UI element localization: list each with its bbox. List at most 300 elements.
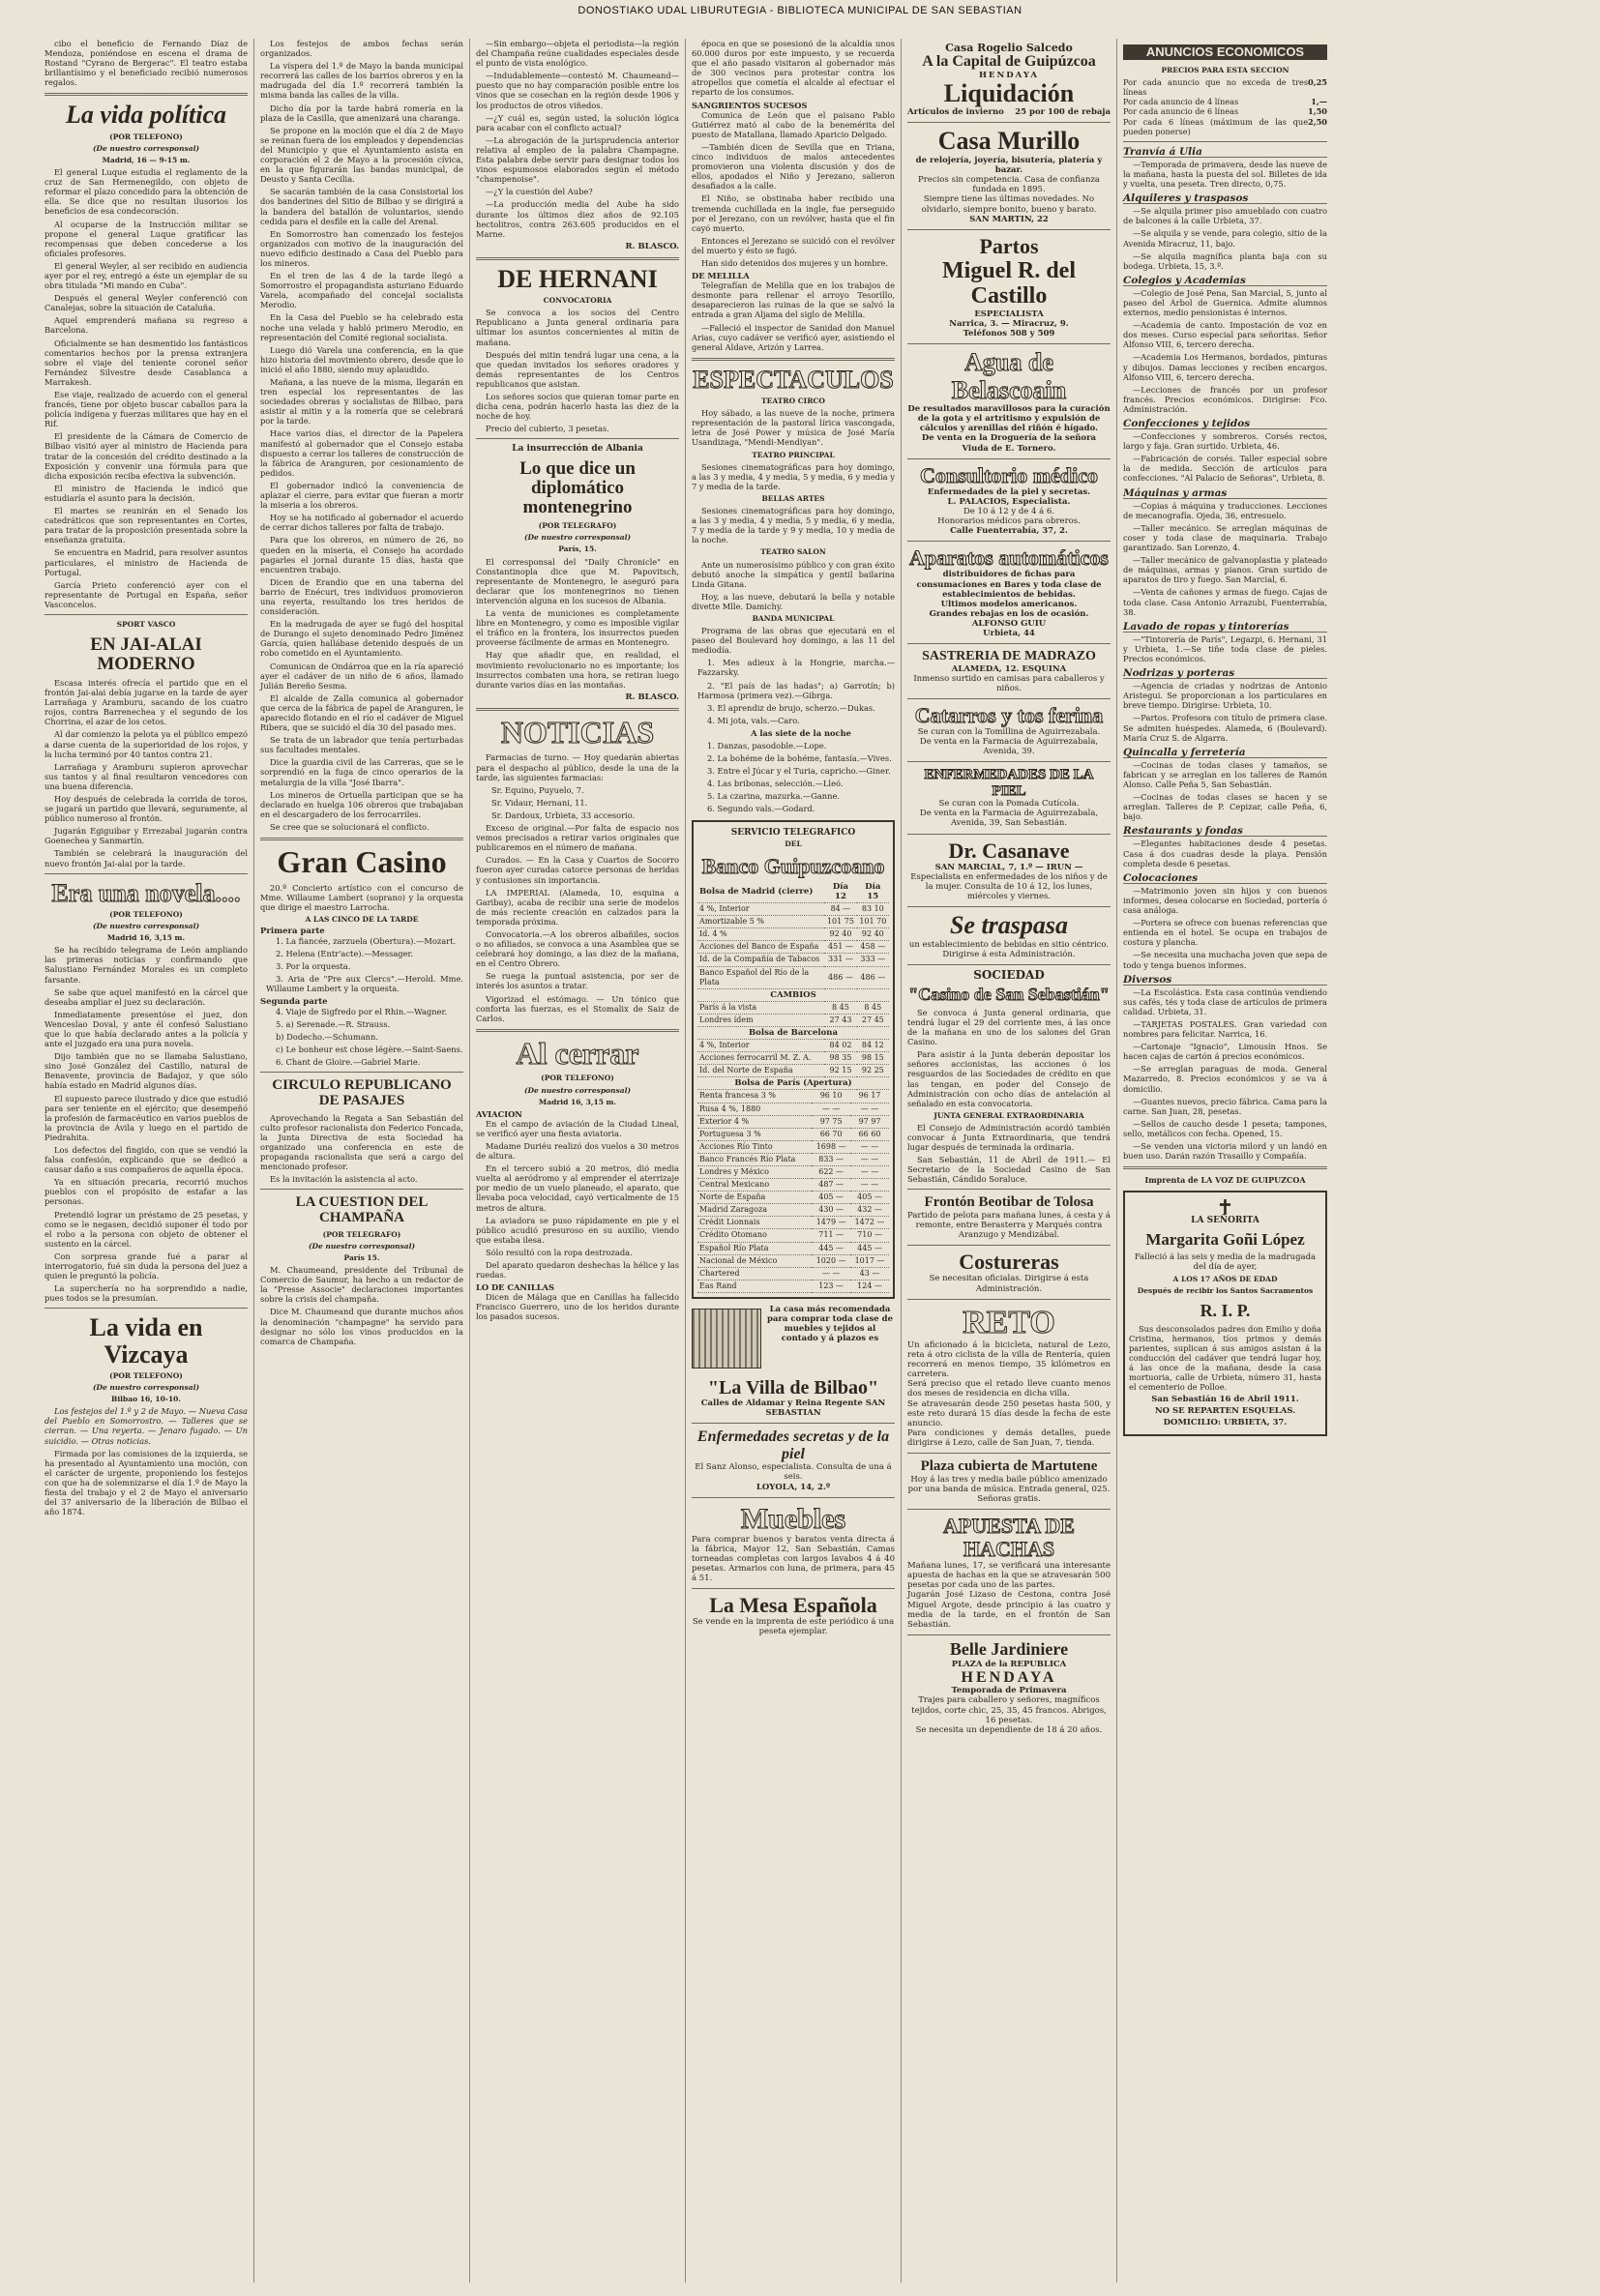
ad-line: Será preciso que el retado lleve cuanto menos dos meses de residencia en dicha villa. (907, 1379, 1111, 1399)
banco-box (692, 820, 895, 1299)
paragraph: El supuesto parece ilustrado y dice que estudió para ser teniente en el ejército; que desempeñó la profesión de farmacéutico en varios pueblos de la provincia de Ávila y luego en el partido de Piedrahita. (44, 1093, 248, 1142)
paragraph: En el campo de aviación de la Ciudad Lineal, se verificó ayer una fiesta aviatoria. (476, 1118, 679, 1138)
paragraph: El gobernador indicó la conveniencia de aplazar el cierre, para evitar que fueran a morir la miseria a los obreros. (260, 480, 463, 511)
price-value: 1,50 (1308, 106, 1327, 117)
subhead-sucesos: SANGRIENTOS SUCESOS (692, 100, 808, 110)
table-row (697, 1229, 889, 1242)
venue-name: TEATRO CIRCO (761, 397, 825, 406)
ad-line: Consultorio médico (920, 462, 1098, 487)
program-item: 1. La fiancée, zarzuela (Obertura).—Mozart. (276, 936, 457, 947)
table-section: CAMBIOS (697, 988, 889, 1001)
divider (44, 93, 248, 96)
cell: 487 — (812, 1179, 850, 1192)
table-row (697, 1103, 889, 1115)
pharmacy-item: Sr. Dardoux, Urbieta, 33 accesorio. (491, 809, 636, 820)
column-5 (902, 39, 1117, 2282)
table-row (697, 916, 889, 928)
program-item: b) Dodecho.—Schumann. (276, 1031, 378, 1042)
table-row (697, 941, 889, 954)
rip: R. I. P. (1200, 1300, 1251, 1320)
cell: 97 97 (850, 1115, 889, 1128)
cell: 622 — (812, 1166, 850, 1179)
paragraph: Los defectos del fingido, con que se vendió la falsa confesión, explicando que se dedicó a causar daño a sus compañeros de aquella época. (44, 1145, 248, 1175)
classified-item: —Matrimonio joven sin hijos y con buenos informes, desea colocarse en Sociedad, portería ó casa análoga. (1123, 885, 1327, 916)
cell: 432 — (850, 1204, 889, 1217)
cell: 96 17 (850, 1090, 889, 1103)
paragraph: Se sacarán también de la casa Consistorial los dos banderines del Sitio de Bilbao y se dirigirá a la bandera del batallón de voluntarios, siendo cedida para el desfile en la calle del Arenal. (260, 187, 463, 226)
ad-line: ALAMEDA, 12. ESQUINA (951, 663, 1067, 674)
paragraph: Inmediatamente presentóse el juez, don Wenceslao Doval, y ante él confesó Salustiano que lo que había declarado antes a la policía y ante el juzgado era una pura novela. (44, 1009, 248, 1049)
cell: 98 15 (857, 1052, 889, 1065)
service-head: SERVICIO TELEGRAFICO (730, 827, 856, 838)
byline-corresponsal: (De nuestro corresponsal) (523, 1085, 631, 1095)
cell: 27 45 (857, 1014, 889, 1026)
paragraph: Hoy después de celebrada la corrida de toros, se jugará un partido que llevará, seguramente, al público numeroso al frontón. (44, 793, 248, 824)
paragraph: La víspera del 1.º de Mayo la banda municipal recorrerá las calles de los barrios obreros y en la madrugada del día 1.º recorrerá también la misma banda las calles de la villa. (260, 61, 463, 101)
paragraph: Hoy sábado, a las nueve de la noche, primera representación de la pastoral lírica vascongada, letra de José Power y música de José María Usandizaga, "Mendi-Mendiyan". (692, 408, 895, 448)
paragraph: Telegrafían de Melilla que en los trabajos de desmonte para rellenar el arroyo Tesorillo, desaparecieron las ruinas de la que se salvó la entrada a gran Aljama del siglo de Melilla. (692, 280, 895, 320)
program-item: 2. Helena (Entr'acte).—Messager. (276, 949, 414, 959)
ad-line: 25 por 100 de rebaja (1015, 107, 1111, 118)
piel-ad (907, 767, 1111, 828)
paragraph: Se propone en la moción que el día 2 de Mayo se reúnan fuera de los empleados y dependencias del Municipio y que el Ayuntamiento asista en corporación el 2 de Mayo a la procesión cívica, en la que figurarán las bandas municipal, de Deusto y Santa Cecilia. (260, 125, 463, 185)
divider (907, 698, 1111, 699)
paragraph: En la Casa del Pueblo se ha celebrado esta noche una velada y habló primero Merodio, en representación del Comité regional socialista. (260, 312, 463, 342)
divider (907, 458, 1111, 459)
paragraph: Al ocuparse de la Instrucción militar se propone el general Luque gratificar las recompensas que deben concederse a los oficiales profesores. (44, 219, 248, 258)
program-part-1: Primera parte (260, 927, 325, 936)
classified-item: —Lecciones de francés por un profesor francés. Precios económicos. Dirigirse: Fco. Administración. (1123, 384, 1327, 414)
paragraph: Hace varios días, el director de la Papelera manifestó al gobernador que el Consejo estaba dispuesto a cerrar los talleres de construcción de la fábrica de Aranguren, por cesionamiento de pedidos. (260, 428, 463, 478)
section-title-vizcaya: La vida en Vizcaya (89, 1313, 203, 1369)
ad-line: SAN MARTIN, 22 (969, 214, 1049, 224)
table-row (697, 1128, 889, 1140)
casino-ss-title: "Casino de San Sebastián" (908, 984, 1110, 1004)
paragraph: Precio del cubierto, 3 pesetas. (486, 424, 609, 434)
paragraph: Sus desconsolados padres don Emilio y doña Cristina, hermanos, tíos primos y demás parientes, suplican á sus amigos asistan á la conducción del cadáver que tendrá lugar hoy, á las once de la mañana, desde la casa mortuoria, calle de Urbieta, número 31, hasta el cementerio de Polloe. (1129, 1323, 1321, 1393)
casanave-ad (907, 839, 1111, 902)
section-title-diplomatico: Lo que dice un diplomático montenegrino (519, 458, 636, 518)
ad-line: HENDAYA (961, 1668, 1057, 1686)
program-item: 6. Segundo vals.—Godard. (707, 804, 815, 814)
paragraph: Sesiones cinematográficas para hoy domingo, a las 3 y media, 4 y media, 5 y media, 6 y media y 7 y media de la tarde. (692, 461, 895, 491)
cell: París á la vista (697, 1001, 824, 1014)
muebles-ad (692, 1503, 895, 1583)
cell: 66 70 (812, 1128, 850, 1140)
paragraph: Firmada por las comisiones de la izquierda, se ha presentado al Ayuntamiento una moción, con el carácter de urgente, proponiendo los festejos con que ha de solemnizarse el día 1.º de Mayo la fiesta del trabajo y el 2 de Mayo el aniversario del 37 aniversario de la liberación de Bilbao el año 1874. (44, 1448, 248, 1517)
classified-item: —Se arreglan paraguas de moda. General Mazarredo, 8. Precios económicos y se va á domicilio. (1123, 1064, 1327, 1094)
paragraph: Aprovechando la Regata a San Sebastián del culto profesor racionalista don Federico Foncada, la Junta Directiva de esta Sociedad ha organizado una conferencia en este de propaganda racionalista que será a cargo del mencionado profesor. (260, 1112, 463, 1172)
mesa-ad (692, 1594, 895, 1636)
death-line: Falleció á las seis y media de la madrugada del día de ayer, (1134, 1252, 1317, 1273)
traspasa-ad (907, 912, 1111, 959)
muebles-text: Para comprar buenos y baratos venta directa á la fábrica, Mayor 12, San Sebastián. Camas torneadas completas con largos lavabos 4 á 40 pesetas. Armarios con luna, de primera, para 45 á 51. (692, 1534, 895, 1583)
ad-line: Se traspasa (949, 911, 1069, 940)
cell: Crédit Lionnais (697, 1217, 812, 1229)
cell: 101 75 (824, 916, 856, 928)
classified-section-title: Colegios y Academias (1123, 276, 1327, 286)
ad-line: Artículos de invierno (907, 107, 1004, 118)
classified-item: —Guantes nuevos, precio fábrica. Cama para la carne. San Juan, 28, pesetas. (1123, 1096, 1327, 1116)
section-title-jai-alai: EN JAI-ALAI MODERNO (90, 634, 202, 675)
classified-item: —Taller mecánico de galvanoplastia y plateado de máquinas, armas y pianos. Gran surtido de aparatos de tiro y fuego. San Marcial, 6. (1123, 555, 1327, 585)
paragraph: Después del mitin tendrá lugar una cena, a la que quedan invitados los señores oradores y demás representantes de los Centros republicanos que asistan. (476, 349, 679, 389)
cell: Amortizable 5 % (697, 916, 824, 928)
paragraph: Se convoca a los socios del Centro Republicano a Junta general ordinaria para ultimar los asuntos concernientes al mitin de mañana. (476, 308, 679, 347)
paragraph: Se ha recibido telegrama de León ampliando las primeras noticias y confirmando que Salustiano Fernández Morales es un completo farsante. (44, 945, 248, 985)
divider (907, 906, 1111, 907)
paragraph: Los mineros de Ortuella participan que se ha declarado en huelga 106 obreros que trabajaban en el descargadero de los ferrocarriles. (260, 789, 463, 819)
program-item: c) Le bonheur est chose légère.—Saint-Saens. (276, 1044, 463, 1054)
divider (907, 1245, 1111, 1246)
ad-line: ALFONSO GUIU (971, 618, 1047, 629)
cell: 4 %, Interior (697, 1040, 824, 1052)
cell: 66 60 (850, 1128, 889, 1140)
classified-section-title: Alquileres y traspasos (1123, 193, 1327, 204)
cell: Id. 4 % (697, 928, 824, 941)
paragraph: Sesiones cinematográficas para hoy domingo, a las 3 y media, 4 y media, 5 y media, 6 y media, 7 y media de la tarde y 9 y media, 10 y media de la noche. (692, 506, 895, 545)
paragraph: Los festejos de ambos fechas serán organizados. (260, 39, 463, 59)
subhead-aviacion: AVIACION (476, 1108, 522, 1119)
program-item: 4. Viaje de Sigfredo por el Rhin.—Wagner. (276, 1006, 448, 1016)
paragraph: Ya en situación precaria, recorrió muchos pueblos con el propósito de estafar a las personas. (44, 1177, 248, 1207)
ad-line: Se necesita un dependiente de 18 á 20 años. (915, 1724, 1103, 1735)
classified-section-title: Máquinas y armas (1123, 488, 1327, 499)
ad-line: Temporada de Primavera (951, 1686, 1067, 1696)
cell: Eas Rand (697, 1280, 812, 1292)
ad-line: Costureras (959, 1250, 1059, 1275)
program-item: 5. La czarina, mazurka.—Ganne. (707, 791, 841, 802)
cell: Central Mexicano (697, 1179, 812, 1192)
cell: — — (812, 1103, 850, 1115)
classified-section-title: Quincalla y ferretería (1123, 748, 1327, 758)
sociedad-head: SOCIEDAD (973, 967, 1045, 982)
cell: Londres y México (697, 1166, 812, 1179)
ad-line: SASTRERIA DE MADRAZO (922, 649, 1096, 664)
paragraph: Ante un numerosísimo público y con gran éxito debutó anoche la simpática y gentil bailarina Linda Gitana. (692, 559, 895, 589)
price-row (1123, 97, 1327, 106)
cell: 101 70 (857, 916, 889, 928)
villa-ad (692, 1305, 895, 1372)
library-header: DONOSTIAKO UDAL LIBURUTEGIA - BIBLIOTECA MUNICIPAL DE SAN SEBASTIAN (578, 5, 1022, 16)
cell: 711 — (812, 1229, 850, 1242)
hachas-ad (907, 1515, 1111, 1630)
paragraph: Vigorizad el estómago. — Un tónico que conforta las fuerzas, es el Stomalix de Saiz de Carlos. (476, 993, 679, 1023)
ad-line: Urbieta, 44 (983, 629, 1035, 639)
ad-line: Jugarán José Lizaso de Cestona, contra José Miguel Argote, desde principio á las cuatro y media de la tarde, en el frontón de San Sebastián. (907, 1590, 1111, 1630)
ad-line: Agua de Belascoain (951, 347, 1067, 404)
cell: 405 — (812, 1192, 850, 1204)
death-notice (1123, 1191, 1327, 1435)
paragraph: En Somorrostro han comenzado los festejos organizados con motivo de la inauguración del nuevo edificio destinado a Casa del Pueblo para los mineros. (260, 228, 463, 268)
furniture-illustration (692, 1309, 761, 1369)
divider (476, 438, 679, 439)
paragraph: Exceso de original.—Por falta de espacio nos vemos precisados a retirar varios originales que publicaremos en el número de mañana. (476, 823, 679, 853)
ad-line: Calle Fuenterrabía, 37, 2. (950, 526, 1068, 537)
classified-item: —"Tintorería de París", Legazpi, 6. Hernani, 31 y Urbieta, 1.—Se tiñe toda clase de pieles. Precios económicos. (1123, 633, 1327, 663)
death-line: DOMICILIO: URBIETA, 37. (1163, 1418, 1288, 1428)
paragraph: Al dar comienzo la pelota ya el público empezó a darse cuenta de la superioridad de los rojos, y la lucha terminó por 40 tantos contra 21. (44, 729, 248, 759)
classified-item: —La Escolástica. Esta casa continúa vendiendo sus cafés, tés y toda clase de artículos de primera calidad. Urbieta, 31. (1123, 986, 1327, 1016)
death-line: Después de recibir los Santos Sacramentos (1137, 1285, 1314, 1295)
table-row (697, 1192, 889, 1204)
classified-item: —Agencia de criadas y nodrizas de Antonio Aristegui. Se proporcionan a los particulares en breve tiempo. Dirigirse: Urbieta, 10. (1123, 681, 1327, 711)
paragraph: Dice M. Chaumeand que durante muchos años la denominación "champagne" ha servido para designar no sólo los vinos producidos en la comarca de Champaña. (260, 1307, 463, 1346)
program-item: 5. a) Serenade.—R. Strauss. (276, 1018, 391, 1029)
paragraph: Curados. — En la Casa y Cuartos de Socorro fueron ayer curadas catorce personas de heridas y contusiones sin importancia. (476, 855, 679, 885)
paragraph: —Indudablemente—contestó M. Chaumeand—puesto que no hay comparación posible entre los vinos que se cosechan en la región desde 1906 y los productos de otros viñedos. (476, 71, 679, 110)
murillo-ad (907, 128, 1111, 223)
paragraph: El martes se reunirán en el Senado los catedráticos que son representantes en Cortes, para tratar de la proposición presentada sobre la enseñanza gratuita. (44, 506, 248, 545)
paragraph: Aquel emprenderá mañana su regreso a Barcelona. (44, 315, 248, 336)
byline-corresponsal: (De nuestro corresponsal) (308, 1241, 415, 1251)
classified-item: —Se alquila magnífica planta baja con su bodega. Urbieta, 15, 3.º. (1123, 250, 1327, 271)
pharmacy-item: Sr. Vidaur, Hernani, 11. (491, 797, 588, 808)
program-item: 4. Mi jota, vals.—Caro. (707, 715, 800, 725)
divider (44, 1308, 248, 1309)
table-row (697, 1065, 889, 1077)
ad-line: Para condiciones y demás detalles, puede dirigirse á Lezo, calle de San Juan, 7, tienda. (907, 1428, 1111, 1448)
enf-title: Enfermedades secretas y de la piel (696, 1428, 890, 1462)
dateline: Bilbao 16, 10-10. (110, 1395, 181, 1404)
cell: 430 — (812, 1204, 850, 1217)
classified-item: —Copias á máquina y traducciones. Lecciones de mecanografía. Ojeda, 36, entresuelo. (1123, 500, 1327, 520)
paragraph: Dicen de Málaga que en Canillas ha fallecido Francisco Guerrero, uno de los heridos durante los pasados sucesos. (476, 1292, 679, 1322)
divider (907, 541, 1111, 542)
ad-line: Inmenso surtido en camisas para caballeros y niños. (913, 673, 1105, 693)
classified-item: —Temporada de primavera, desde las nueve de la mañana, hasta la puesta del sol. Billetes de ida y vuelta, una peseta. Tren directo, 0,75. (1123, 159, 1327, 190)
price-label: Por cada 6 líneas (máximum de las que pueden ponerse) (1123, 116, 1309, 136)
ad-line: SAN MARCIAL, 7, 1.º — IRUN — (934, 862, 1083, 872)
cell: 92 15 (824, 1065, 856, 1077)
signature: R. BLASCO. (625, 241, 679, 251)
divider (692, 1497, 895, 1498)
cell: 486 — (857, 966, 889, 988)
paragraph: Para asistir á la Junta deberán depositar los señores accionistas, las acciones ó los resguardos de las Sociedades de crédito en que las tengan, en poder del Consejo de Administración con ocho días de antelación al señalado en esta convocatoria. (907, 1049, 1111, 1108)
martutene-ad (907, 1458, 1111, 1504)
classified-section-title: Tranvía á Ulia (1123, 147, 1327, 158)
ad-line: Hoy á las tres y media baile público amenizado por una banda de música. Entrada general, 025. Señoras gratis. (907, 1474, 1111, 1504)
ad-line: De venta en la Droguería de la señora Viuda de E. Tornero. (921, 433, 1097, 454)
ad-line: RETO (963, 1304, 1055, 1340)
classified-item: —Confecciones y sombreros. Corsés rectos, largo y faja. Gran surtido. Urbieta, 46. (1123, 431, 1327, 452)
classified-section-title: Colocaciones (1123, 873, 1327, 884)
price-value: 0,25 (1308, 77, 1327, 88)
paragraph: —Sin embargo—objeta el periodista—la región del Champaña reúne cualidades especiales desde el punto de vista enológico. (476, 39, 679, 69)
paragraph: M. Chaumeand, presidente del Tribunal de Comercio de Saumur, ha hecho a un redactor de la "Presse Associe" declaraciones importantes sobre la crisis del champaña. (260, 1265, 463, 1305)
price-row (1123, 77, 1327, 97)
ad-line: APUESTA DE HACHAS (943, 1513, 1075, 1562)
program-item: 3. Entre el Júcar y el Turia, capricho.—Giner. (707, 766, 891, 777)
program-item: 3. Aria de "Pre aux Clercs".—Herold. Mme. Willaume Lambert y la orquesta. (266, 974, 463, 994)
cell: 123 — (812, 1280, 850, 1292)
cell: 1020 — (812, 1254, 850, 1267)
table-section: Bolsa de Madrid (cierre) (697, 881, 824, 903)
divider (692, 1588, 895, 1589)
consultorio-ad (907, 464, 1111, 537)
paragraph: —La producción media del Aube ha sido durante los últimos diez años de 92.105 hectolitros, contra 263.605 producidos en el Marne. (476, 199, 679, 239)
table-row (697, 903, 889, 916)
column-1 (39, 39, 254, 2282)
cell: 98 35 (824, 1052, 856, 1065)
cell: 458 — (857, 941, 889, 954)
table-row (697, 1204, 889, 1217)
paragraph: Se convoca á Junta general ordinaria, que tendrá lugar el 29 del corriente mes, á las once de la mañana en uno de los salones del Gran Casino. (907, 1007, 1111, 1047)
divider (907, 1453, 1111, 1454)
paragraph: Entonces el Jerezano se suicidó con el revólver del muerto y ésto se fugó. (692, 235, 895, 255)
ad-line: Belle Jardiniere (949, 1638, 1069, 1659)
paragraph: Sólo resultó con la ropa destrozada. (486, 1247, 633, 1257)
cell: Banco Español del Río de la Plata (697, 966, 824, 988)
ad-line: De 10 á 12 y de 4 á 6. (963, 507, 1055, 516)
ad-line: Narrica, 3. — Miracruz, 9. (949, 318, 1069, 329)
table-row (697, 1014, 889, 1026)
ad-line: Un aficionado á la bicicleta, natural de Lezo, reta á otro ciclista de la villa de Rentería, quien recorrerá en menos tiempo, 35 kilómetros en carretera. (907, 1340, 1111, 1380)
cell: 1479 — (812, 1217, 850, 1229)
paragraph: Es la invitación la asistencia al acto. (270, 1174, 418, 1185)
classified-item: —Cocinas de todas clases y tamaños, se fabrican y se arreglan en los talleres de Ramón Alonso. Calle Peña 5, San Sebastián. (1123, 759, 1327, 789)
table-row (697, 966, 889, 988)
paragraph: Dijo también que no se llamaba Salustiano, sino José González del Castillo, natural de Benavente, provincia de Badajoz, y que sólo había estado en Madrid algunos días. (44, 1051, 248, 1091)
divider (907, 834, 1111, 835)
classified-item: —Academia de canto. Impostación de voz en dos meses. Curso especial para señoritas. Señor Alfonso VIII, 6, tercero derecha. (1123, 320, 1327, 350)
section-title-al-cerrar: Al cerrar (516, 1035, 639, 1071)
venue-name: BANDA MUNICIPAL (752, 613, 835, 623)
table-row (697, 1267, 889, 1280)
section-title-hernani: DE HERNANI (497, 264, 658, 293)
death-line: NO SE REPARTEN ESQUELAS. (1154, 1406, 1296, 1417)
lead-paragraph: cibo el beneficio de Fernando Díaz de Mendoza, poniéndose en escena el drama de Rostand "Cyrano de Bergerac". El teatro estaba brillantísimo y el beneficiado recibió numerosos regalos. (44, 39, 248, 88)
ad-line: Partos (979, 233, 1039, 258)
paragraph: Se cree que se solucionará el conflicto. (270, 821, 430, 832)
catarros-ad (907, 704, 1111, 756)
program-item: A las siete de la noche (751, 727, 851, 738)
ad-line: Casa Murillo (937, 127, 1081, 156)
paragraph: Dicho día por la tarde habrá romería en la plaza de la Casilla, que amenizará una charanga. (260, 103, 463, 123)
classified-item: —Cartonaje "Ignacio", Limousín Hnos. Se hacen cajas de cartón á precios económicos. (1123, 1042, 1327, 1062)
cell: 83 10 (857, 903, 889, 916)
paragraph: La aviadora se puso rápidamente en pie y el público acudió presuroso en su auxilio, viendo que estaba ilesa. (476, 1215, 679, 1245)
belle-jardiniere-ad (907, 1640, 1111, 1735)
cell: 8 45 (857, 1001, 889, 1014)
dateline: Madrid 16, 3,15 m. (106, 933, 186, 943)
program-item: 1. Mes adieux à la Hongrie, marcha.—Fazzarsky. (697, 658, 895, 678)
table-row (697, 1115, 889, 1128)
divider (907, 1634, 1111, 1635)
kicker-albania: La insurrección de Albania (512, 444, 643, 455)
section-title-espectaculos: ESPECTACULOS (693, 365, 894, 394)
section-title-circulo: CIRCULO REPUBLICANO DE PASAJES (272, 1077, 452, 1108)
paragraph: El ministro de Hacienda le indicó que estudiaría el asunto para la decisión. (44, 483, 248, 503)
table-row (697, 928, 889, 941)
ad-line: De venta en la Farmacia de Aguirrezabala, Avenida, 39, San Sebastián. (919, 809, 1099, 829)
divider (1123, 141, 1327, 142)
table-section: Bolsa de París (Apertura) (697, 1077, 889, 1090)
cell: Nacional de México (697, 1254, 812, 1267)
classified-item: —Fabricación de corsés. Taller especial sobre la de medida. Sección de artículos para confecciones. "Al Palacio de Señoras", Urbieta, 8. (1123, 454, 1327, 484)
pharmacy-item: Sr. Equino, Puyuelo, 7. (491, 784, 584, 795)
table-section: Bolsa de Barcelona (697, 1026, 889, 1039)
divider (260, 1072, 463, 1073)
cell: 1017 — (850, 1254, 889, 1267)
paragraph: Hay que añadir que, en realidad, el movimiento revolucionario no es importante; los insurrectos combaten una hora, se retiran luego durante varios días en las montañas. (476, 650, 679, 690)
table-row (697, 1280, 889, 1292)
program-item: 6. Chant de Gloire.—Gabriel Marie. (276, 1057, 421, 1068)
ad-line: Precios sin competencia. Casa de confianza fundada en 1895. (918, 175, 1100, 195)
anuncios-title: ANUNCIOS ECONOMICOS (1123, 44, 1327, 60)
classified-item: —Sellos de caucho desde 1 peseta; tampones, sello, metálicos con fecha. Opened, 15. (1123, 1118, 1327, 1138)
signature: R. BLASCO. (625, 692, 679, 702)
cell: 84 12 (857, 1040, 889, 1052)
venue-name: BELLAS ARTES (761, 493, 825, 503)
column-6 (1117, 39, 1333, 2282)
cell: 84 02 (824, 1040, 856, 1052)
program-item: 2. "El país de las hadas"; a) Garrotín; b) Harmosa (primera vez).—Gibrga. (697, 680, 895, 700)
cell: Crédito Otomano (697, 1229, 812, 1242)
ad-line: Ultimos modelos americanos. (940, 599, 1078, 609)
imprenta-line: Imprenta de LA VOZ DE GUIPUZCOA (1144, 1175, 1306, 1186)
ad-line: Se atravesarán desde 250 pesetas hasta 500, y este reto durará 15 días desde la fecha de este anuncio. (907, 1398, 1111, 1428)
cell: 833 — (812, 1153, 850, 1165)
program-item: 3. El aprendiz de brujo, scherzo.—Dukas. (707, 702, 875, 713)
mesa-title: La Mesa Española (709, 1593, 877, 1618)
death-line: A LOS 17 AÑOS DE EDAD (1172, 1274, 1278, 1283)
divider (907, 761, 1111, 762)
ad-line: Frontón Beotibar de Tolosa (924, 1194, 1094, 1211)
divider (692, 358, 895, 361)
divider (907, 1189, 1111, 1190)
column-4 (686, 39, 902, 2282)
enf-address: LOYOLA, 14, 2.º (756, 1482, 831, 1492)
paragraph: Mañana, a las nueve de la misma, llegarán en tren especial los representantes de las sociedades obreras y socialistas de Bilbao, para asistir al mitin y a la romería que se celebrará por la tarde. (260, 377, 463, 427)
paragraph: En el tercero subió a 20 metros, dió media vuelta al aeródromo y al emprender el aterrizaje por medio de un vuelo planeado, el aparato, que llevaba poca velocidad, cayó verticalmente de 15 metros de altura. (476, 1163, 679, 1213)
paragraph: Hoy, a las nueve, debutará la bella y notable divette Mlle. Damichy. (692, 591, 895, 611)
classified-item: —Se necesita una muchacha joven que sepa de todo y tenga buenos informes. (1123, 950, 1327, 970)
enf-text: El Sanz Alonso, especialista. Consulta de una á seis. (695, 1462, 892, 1483)
paragraph: Comunica de León que el paisano Pablo Gutiérrez mató al cabo de la benemérita del puesto de Matallana, llamado Aparicio Delgado. (692, 109, 895, 139)
cell: Banco Francés Río Plata (697, 1153, 812, 1165)
cell: Rusa 4 %, 1880 (697, 1103, 812, 1115)
ad-line: Liquidación (943, 78, 1075, 107)
table-row (697, 1052, 889, 1065)
banco-title: Banco Guipuzcoano (701, 853, 885, 878)
ad-line: Trajes para caballero y señores, magníficos tejidos, corte chic, 25, 35, 45 francos. Abrigos, 16 pesetas. (911, 1695, 1107, 1725)
table-row (697, 954, 889, 966)
paragraph: El Niño, se obstinaba haber recibido una tremenda cuchillada en la ingle, fue perseguido por el Jerezano, con un revólver, hasta que el fin cayó muerto. (692, 193, 895, 233)
venue-name: TEATRO PRINCIPAL (752, 450, 835, 459)
column-3 (470, 39, 686, 2282)
divider (907, 643, 1111, 644)
stock-table-paris (697, 1090, 889, 1293)
paragraph: Dicen de Erandio que en una taberna del barrio de Enécuri, tres individuos promovieron una reyerta, resultando los tres heridos de consideración. (260, 576, 463, 617)
belascoain-ad (907, 349, 1111, 454)
cell: 97 75 (812, 1115, 850, 1128)
paragraph: Dice la guardia civil de las Carreras, que se le sorprendió en la fuga de cinco operarios de la metalurgia de la villa "José Ibarra". (260, 757, 463, 787)
classified-item: —Taller mecánico. Se arreglan máquinas de coser y toda clase de maquinaria. Trabajo garantizado. San Lorenzo, 4. (1123, 522, 1327, 553)
paragraph: Comunican de Ondárroa que en la ría apareció ayer el cadáver de un niño de 6 años, llamado Julián Bereño Sesma. (260, 661, 463, 691)
ad-line: Plaza cubierta de Martutene (920, 1458, 1098, 1475)
section-title-noticias: NOTICIAS (500, 714, 655, 750)
beotibar-ad (907, 1194, 1111, 1240)
cell: 92 40 (857, 928, 889, 941)
paragraph: Oficialmente se han desmentido los fantásticos comentarios hechos por la prensa extranjera sobre el viaje del teniente coronel señor Fernández Silvestre desde Casablanca a Marrakesh. (44, 338, 248, 387)
concert-time: A LAS CINCO DE LA TARDE (305, 914, 419, 924)
program-item: 1. Danzas, pasodoble.—Lope. (707, 741, 827, 751)
ad-line: un establecimiento de bebidas en sitio céntrico. Dirigirse á esta Administración. (908, 939, 1110, 959)
table-row (697, 1040, 889, 1052)
paragraph: Con sorpresa grande fué a parar al interrogatorio, fué sin duda la persona del juez a quien le preguntó la policía. (44, 1251, 248, 1281)
divider (476, 1029, 679, 1032)
